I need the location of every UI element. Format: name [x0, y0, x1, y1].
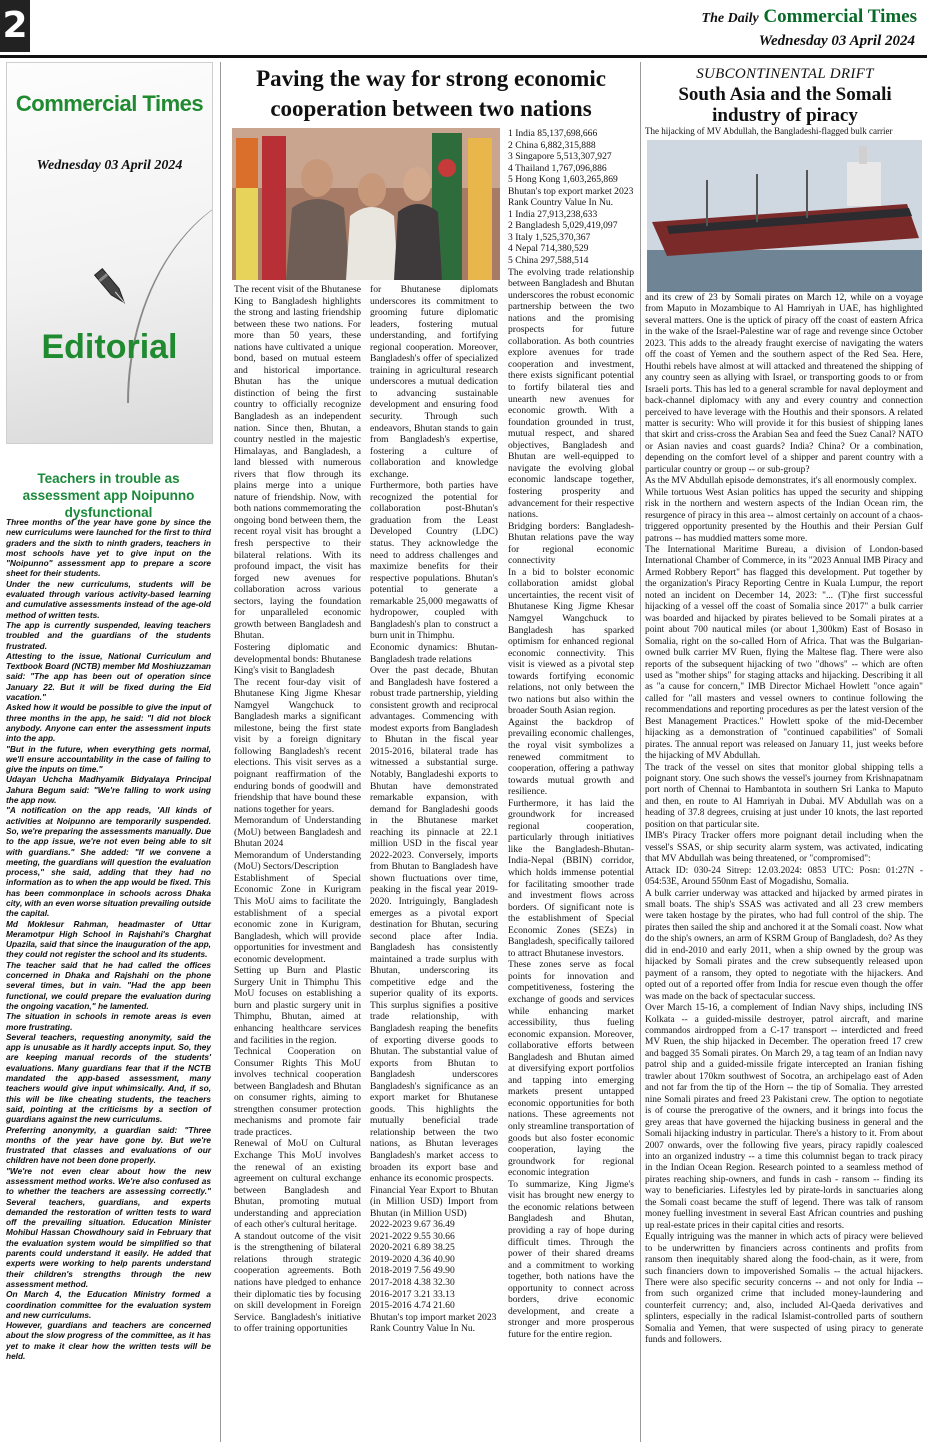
editorial-panel [6, 62, 213, 444]
paragraph: While tortuous West Asian politics has upped the security and shipping risk in the northern and western aspects of the Indian Ocean rim, the resurgence of piracy in this area -- almost certainly on account of a chaos-triggered opportunity presented by the Houthis and their Persian Gulf patrons -- has muddied matters some more. [645, 487, 923, 544]
paragraph: 2019-2020 4.36 40.90 [370, 1253, 455, 1265]
paragraph: Bridging borders: Bangladesh-Bhutan relations pave the way for regional economic connectivity [508, 520, 634, 567]
paragraph: and its crew of 23 by Somali pirates on March 12, while on a voyage from Maputo in Mozambique to Al Hamriyah in UAE, has highlighted several matters. One is the uptick of piracy off the coast of eastern Africa in the wake of the Israel-Palestine war of rage and revenge since October 2023. This adds to the already fraught exercise of navigating the waters off the coast of Yemen and the southern aspect of the Red Sea. Here, Houthi rebels have almost at will attacked and threatened the shipping of any country seen as allying with Israel, or transporting goods to or from Israeli ports. This has led to a general scramble for naval deployment and back-channel diplomacy with any and every country and connection perceived to have leverage with the Houthis and their sponsors. A related matter is security: Who will provide it for this busiest of shipping lanes that skirt and criss-cross the Arabian Sea and feed the Suez Canal? NATO or Asian navies and coast guards? India? China? Or a combination, depending on the comfort level of a shipper and parent country with a particular country or group -- or sub-group? [645, 293, 923, 475]
masthead-prefix: The Daily [701, 11, 759, 26]
paragraph: The track of the vessel on sites that monitor global shipping tells a poignant story. One such shows the vessel's journey from Krishnapatnam port north of Chennai to Hambantota in southern Sri Lanka to Maputo and then, en route to Al Hamriyah in Dubai. MV Abdullah was on a heading of 37.8 degrees, cruising at just under 10 knots, the last reported position on that particular site. [645, 762, 923, 830]
paragraph: Technical Cooperation on Consumer Rights This MoU involves technical cooperation between Bangladesh and Bhutan on consumer rights, aiming to strengthen consumer protection mechanisms and promote fair trade practices. [234, 1046, 361, 1138]
paragraph: Memorandum of Understanding (MoU) between Bangladesh and Bhutan 2024 [234, 815, 361, 850]
paragraph: Rank Country Value In Nu. [370, 1323, 476, 1335]
paragraph: 2015-2016 4.74 21.60 [370, 1300, 455, 1312]
paragraph: "A notification on the app reads, 'All kinds of activities at Noipunno are temporarily suspended. So, we're preparing the assessments manually. Due to the app issue, we're not even being able to sit with guardians." She added: "If we convene a meeting, the guardians will question the evaluation process," she said, adding that they had no information as to when the app would be fixed. This has been commonplace in schools across Dhaka city, with an even worse situation prevailing outside the capital. [6, 805, 211, 919]
paragraph: On March 4, the Education Ministry formed a coordination committee for the evaluation system and new curriculums. [6, 1289, 211, 1320]
paragraph: To summarize, King Jigme's visit has brought new energy to the economic relations between Bangladesh and Bhutan, providing a ray of hope during difficult times. Through the power of their shared dreams and a commitment to working together, both nations have the opportunity to connect across borders, drive economic development, and create a stronger and more prosperous future for the entire region. [508, 1178, 634, 1340]
bulk-carrier-photo [647, 140, 922, 292]
paragraph: Memorandum of Understanding (MoU) Sectors/Description [234, 849, 361, 873]
fountain-pen-icon [87, 263, 137, 313]
right-body [645, 293, 923, 1347]
right-kicker: SUBCONTINENTAL DRIFT [696, 66, 874, 82]
paragraph: The teacher said that he had called the offices concerned in Dhaka and Rajshahi on the phone several times, but in vain. "Had the app been functional, we could prepare the evaluation during the ongoing vacation," he lamented. [6, 959, 211, 1011]
paragraph: 3 Singapore 5,513,307,927 [508, 151, 612, 163]
paragraph: 2017-2018 4.38 32.30 [370, 1277, 455, 1289]
column-divider [220, 62, 221, 1442]
paragraph: Renewal of MoU on Cultural Exchange This MoU involves the renewal of an existing agreement on cultural exchange between Bangladesh and Bhutan, promoting mutual understanding and appreciation of each other's cultural heritage. [234, 1138, 361, 1231]
editorial-headline: Teachers in trouble as assessment app Noipunno dysfunctional [22, 471, 195, 520]
decorative-curve [127, 183, 213, 403]
paragraph: The International Maritime Bureau, a division of London-based International Chamber of Commerce, in its "2023 Annual IMB Piracy and Armed Robbery Report" has flagged this development. Put together by the organization's Piracy Reporting Centre in Kuala Lumpur, the report noted an incident on December 14, 2023: "... (T)he first successful hijacking of a vessel off the coast of Somalia since 2017" a bulk carrier was boarded and hijacked by pirates believed to be Somali pirates at a point about 700 nautical miles (or about 1,300km) East of Bosaso in Somalia, right on the so-called Horn of Africa. That was the Bulgarian-owned bulk carrier MV Ruen, flying the Maltese flag. There were also reports of the subsequent hijacking of two "dhows" -- which are often used as "mother ships" for staging attacks and hijacking. Describing it all as "a cause for concern," IMB Director Michael Howlett "once again" called for "all masters and vessel owners to continue following the recommendations and reporting procedures as per the latest version of the Best Management Practices." Howlett spoke of the mid-December hijacking as a demonstration of "continued capabilities" of Somali pirates. The annual report was released on January 11, just weeks before the hijacking of MV Abdullah. [645, 544, 923, 762]
bhutan-king-visit-photo [232, 128, 500, 280]
paragraph: Bhutan's top import market 2023 [370, 1311, 497, 1323]
paragraph: Furthermore, both parties have recognized the potential for collaboration post-Bhutan's graduation from the Least Developed Country (LDC) status. They acknowledge the need to address challenges and maximize benefits for their respective populations. Bhutan's potential to generate a remarkable 25,000 megawatts of hydropower, coupled with Bangladesh's plan to construct a burn unit in Thimphu. [370, 480, 498, 642]
paragraph: 5 Hong Kong 1,603,265,869 [508, 174, 618, 186]
main-headline: Paving the way for strong economic cooperation between two nations [256, 66, 606, 121]
paragraph: 1 India 27,913,238,633 [508, 208, 598, 220]
paragraph: Three months of the year have gone by since the new curriculums were launched for the first to third graders and the sixth to ninth graders, teachers in most schools have yet to give input on the "Noipunno" assessment app to prepare a score sheet for their students. [6, 517, 211, 579]
paragraph: 2016-2017 3.21 33.13 [370, 1288, 455, 1300]
paragraph: Several teachers, requesting anonymity, said the app is unusable as it hardly accepts input. So, they are keeping manual records of the students' evaluations. Many guardians fear that if the NCTB mandated the app-based assessment, many teachers would give input whimsically. And, if so, this will be like cheating students, the teachers said, pointing at the criticisms by a section of guardians against the new curriculums. [6, 1031, 211, 1125]
masthead-date: Wednesday 03 April 2024 [758, 33, 915, 49]
paragraph: Financial Year Export to Bhutan (in Million USD) Import from Bhutan (in Million USD) [370, 1184, 498, 1219]
paragraph: Economic dynamics: Bhutan-Bangladesh trade relations [370, 641, 498, 665]
paragraph: Rank Country Value In Nu. [508, 197, 614, 209]
paragraph: 1 India 85,137,698,666 [508, 128, 598, 139]
right-caption: The hijacking of MV Abdullah, the Bangladeshi-flagged bulk carrier [645, 126, 893, 136]
main-column-1 [234, 284, 361, 1335]
column-divider [640, 62, 641, 1442]
paragraph: The app is currently suspended, leaving teachers troubled and the guardians of the students frustrated. [6, 619, 211, 651]
paragraph: 2020-2021 6.89 38.25 [370, 1242, 455, 1254]
paragraph: A standout outcome of the visit is the strengthening of bilateral relations through strategic cooperation agreements. Both nations have pledged to enhance their diplomatic ties by focusing on skill development in Foreign Service. Bangladesh's initiative to offer training opportunities [234, 1230, 361, 1335]
paragraph: 5 China 297,588,514 [508, 255, 589, 267]
paragraph: 2018-2019 7.56 49.90 [370, 1265, 455, 1277]
paragraph: Fostering diplomatic and developmental bonds: Bhutanese King's visit to Bangladesh [234, 641, 361, 677]
page-number: 2 [0, 0, 30, 52]
paragraph: Asked how it would be possible to give the input of three months in the app, he said: "I did not block anybody. Anyone can enter the assessment inputs into the app. [6, 702, 211, 744]
paragraph: However, guardians and teachers are concerned about the slow progress of the committee, as it has yet to make it clear how the written tests will be held. [6, 1320, 211, 1362]
paragraph: Over the past decade, Bhutan and Bangladesh have fostered a robust trade partnership, yielding consistent growth and reciprocal advantages. Commencing with modest exports from Bangladesh to Bhutan in the fiscal year 2015-2016, bilateral trade has witnessed a substantial surge. Notably, Bangladeshi exports to Bhutan have demonstrated remarkable expansion, with demand for Bangladeshi goods in the Bhutanese market reaching its pinnacle at 22.1 million USD in the fiscal year 2022-2023. Conversely, imports from Bhutan to Bangladesh have shown fluctuations over time, peaking in the fiscal year 2019-2020. Intriguingly, Bangladesh emerges as a pivotal export destination for Bhutan, securing second place after India. Bangladesh has consistently maintained a trade surplus with Bhutan, underscoring its competitive edge and the superior quality of its exports. This surplus signifies a positive trade relationship, with Bangladesh reaping the benefits of exporting diverse goods to Bhutan. The substantial value of exports from Bhutan to Bangladesh underscores Bangladesh's significance as an export market for Bhutanese goods. This highlights the mutually beneficial trade relationship between the two nations, as Bhutan leverages Bangladesh's market access to broaden its export base and enhance its economic prospects. [370, 665, 498, 1185]
paragraph: 2 Bangladesh 5,029,419,097 [508, 220, 618, 232]
paragraph: Udayan Uchcha Madhyamik Bidyalaya Principal Jahura Begum said: "We're falling to work using the app now. [6, 774, 211, 806]
paragraph: Md Moklesur Rahman, headmaster of Uttar Meramotpur High School in Rajshahi's Charghat Upazila, said that since the inauguration of the app, they could not register the school and its students. [6, 918, 211, 960]
paragraph: Over March 15-16, a complement of Indian Navy ships, including INS Kolkata -- a guided-missile destroyer, patrol aircraft, and marine commandos airdropped from a C-17 transport -- interdicted and freed MV Ruen, the ship hijacked in December. The operation freed 17 crew and bagged 35 Somali pirates. On March 29, a tag team of an Indian navy patrol ship and a guided-missile frigate intercepted an Iranian fishing trawler about 170km southwest of Socotra, an archipelago east of Aden and not far from the tip of the Horn -- the tip of Somalia. They arrested nine Somali pirates and freed 23 Pakistani crew. The option to negotiate is of course the prerogative of the owners, and it brings into focus the grey areas that have governed the hijacking business in general and the Somali hijacking industry in particular. There's a history to it. From about 2007 onwards, over the following five years, piracy rapidly coalesced into an organized industry -- a time this columnist began to track piracy in the Indian Ocean Region. Research pointed to a seamless method of pirates reaching ship-owners, and funds in cash - ransom -- finding its way to beneficiaries. Lifestyles led by pirate-lords in sanctuaries along the Somali coast became the stuff of legend. There was talk of ransom money fuelling investment in several East African countries and pushing up real-estate prices in their capital cities and resorts. [645, 1003, 923, 1231]
paragraph: IMB's Piracy Tracker offers more poignant detail including when the vessel's SSAS, or ship security alarm system, was activated, indicating that MV Abdullah was being threatened, or "compromised": [645, 831, 923, 865]
paragraph: 4 Nepal 714,380,529 [508, 243, 589, 255]
editorial-body [6, 517, 211, 1361]
paragraph: A bulk carrier underway was attacked and hijacked by armed pirates in small boats. The ship's SSAS was activated and all 23 crew members were taken hostage by the pirates, who had full control of the ship. The pirates then sailed the ship and anchored it at the Somali coast. Now what do the ship's owners, an arm of KSRM Group of Bangladesh, do? As they did in end-2010 and early 2011, when a ship owned by the group was hijacked by Somali pirates and the crew subsequently released upon payment of a ransom, they opted to negotiate with the hijackers. And opted out of a reported offer from India for rescue even though the offer was made on the back of spectacular success. [645, 888, 923, 1002]
paragraph: Against the backdrop of prevailing economic challenges, the royal visit symbolizes a renewed commitment to cooperation, offering a pathway towards mutual growth and resilience. [508, 716, 634, 798]
paragraph: "We're not even clear about how the new assessment method works. We're also confused as to whether the teachers are assessing correctly." Several teachers, guardians, and experts demanded the restoration of written tests to ward off the prevailing situation. Education Minister Mohibul Hassan Chowdhoury said in February that the evaluation system would be simplified so that parents could understand it easily. He added that experts were working to help parents understand their children's strengths through the new assessment method. [6, 1165, 211, 1289]
right-headline: South Asia and the Somali industry of piracy [678, 84, 892, 126]
paragraph: Preferring anonymity, a guardian said: "Three months of the year have gone by. But we're frustrated that classes and evaluations of our children have not been done properly. [6, 1124, 211, 1166]
masthead-brand [702, 6, 917, 28]
header-rule [0, 55, 927, 58]
paragraph: Furthermore, it has laid the groundwork for increased regional cooperation, particularly through initiatives like the Bangladesh-Bhutan-India-Nepal (BBIN) corridor, which holds immense potential for facilitating smoother trade and investment flows across borders. Of significant note is the establishment of Special Economic Zones (SEZs) in Bangladesh, specifically tailored to attract Bhutanese investors. [508, 797, 634, 959]
paragraph: Under the new curriculums, students will be evaluated through various activity-based learning and cumulative assessments instead of the age-old method of written tests. [6, 578, 211, 620]
paragraph: for Bhutanese diplomats underscores its commitment to grooming future diplomatic leaders, fostering mutual understanding, and fortifying regional cooperation. Moreover, Bangladesh's offer of specialized training in agricultural research underscores a mutual dedication to advancing sustainable development and ensuring food security. Through such endeavors, Bhutan stands to gain from Bangladesh's expertise, fostering a culture of collaboration and knowledge exchange. [370, 284, 498, 480]
paragraph: 2022-2023 9.67 36.49 [370, 1219, 455, 1231]
paragraph: Bhutan's top export market 2023 [508, 185, 634, 197]
paragraph: Attesting to the issue, National Curriculum and Textbook Board (NCTB) member Md Moshiuzzaman said: "The app has been out of operation since January 22. But it will be fixed during the Eid vacation." [6, 650, 211, 703]
paragraph: Setting up Burn and Plastic Surgery Unit in Thimphu This MoU focuses on establishing a burn and plastic surgery unit in Thimphu, Bhutan, aimed at enhancing healthcare services and facilities in the region. [234, 965, 361, 1046]
paragraph: 2021-2022 9.55 30.66 [370, 1230, 455, 1242]
editorial-date: Wednesday 03 April 2024 [36, 158, 183, 173]
paragraph: These zones serve as focal points for innovation and competitiveness, fostering the exchange of goods and services while enhancing market accessibility, thus fueling economic expansion. Moreover, collaborative efforts between Bangladesh and Bhutan aimed at diversifying export portfolios and tapping into emerging markets present untapped economic opportunities for both nations. These agreements not only streamline transportation of goods but also foster economic cooperation, laying the groundwork for regional economic integration [508, 959, 634, 1179]
paragraph: In a bid to bolster economic collaboration amidst global uncertainties, the recent visit of Bhutanese King Jigme Khesar Namgyel Wangchuck to Bangladesh has sparked optimism for enhanced regional economic connectivity. This visit is viewed as a pivotal step towards fortifying economic relations, not only between the two nations but also within the broader South Asian region. [508, 566, 634, 717]
paragraph: The recent four-day visit of Bhutanese King Jigme Khesar Namgyel Wangchuck to Bangladesh marks a significant milestone, being the first state visit by a foreign dignitary following Bangladesh's recent elections. This visit serves as a poignant reaffirmation of the enduring bonds of goodwill and friendship that have bound these nations together for years. [234, 676, 361, 815]
paragraph: "But in the future, when everything gets normal, we'll ensure accountability in the case of failing to give the inputs on time." [6, 743, 211, 775]
paragraph: Equally intriguing was the manner in which acts of piracy were believed to be underwritten by financiers across continents and profits from ransom then inequitably shared along the food-chain, as it were, from such financiers down to impoverished Somalis -- the actual hijackers. There were also specific security concerns -- and not only for India -- from such organized crime that included money-laundering and counterfeit currency; and, also, included Al-Qaeda derivatives and splinters, especially in the radical Islamist-controlled parts of southern Somalia and Yemen, that were suspected of using piracy to generate funds and followers. [645, 1232, 923, 1346]
editorial-title: Editorial [41, 328, 178, 366]
paragraph: The situation in schools in remote areas is even more frustrating. [6, 1011, 211, 1032]
paragraph: Attack ID: 030-24 Sitrep: 12.03.2024: 0853 UTC: Posn: 01:27N - 054:53E, Around 550nm East of Mogadishu, Somalia. [645, 865, 923, 888]
main-column-2 [370, 284, 498, 1335]
paragraph: The recent visit of the Bhutanese King to Bangladesh highlights the strong and lasting friendship between these two nations. For more than 50 years, these nations have cultivated a unique bond, based on mutual esteem and historical importance. Bhutan has the unique distinction of being the first country to officially recognize Bangladesh as an independent nation. Since then, Bhutan, a country nestled in the majestic Himalayas, and Bangladesh, a land blessed with numerous rivers that flow through its plains merge into a unique nature of friendship. Now, with both nations commemorating the ongoing bond between them, the recent royal visit has brought a fresh perspective to their bilateral relations. With its profound impact, the visit has forged new avenues for collaboration across various sectors, laying the foundation for unparalleled economic growth between Bangladesh and Bhutan. [234, 284, 361, 642]
editorial-brand: Commercial Times [15, 91, 204, 116]
paragraph: 3 Italy 1,525,370,367 [508, 231, 591, 243]
masthead-name: Commercial Times [763, 6, 917, 27]
paragraph: Establishment of Special Economic Zone in Kurigram This MoU aims to facilitate the establishment of a special economic zone in Kurigram, Bangladesh, which will provide opportunities for investment and economic development. [234, 872, 361, 965]
paragraph: 2 China 6,882,315,888 [508, 139, 596, 151]
paragraph: As the MV Abdullah episode demonstrates, it's all enormously complex. [645, 476, 917, 487]
paragraph: The evolving trade relationship between Bangladesh and Bhutan underscores the robust economic partnership between the two nations and the promising prospects for future collaboration. As both countries explore avenues for trade cooperation and investment, there exists significant potential to fortify bilateral ties and unearth new avenues for economic growth. With a foundation grounded in trust, mutual respect, and shared objectives, Bangladesh and Bhutan are well-equipped to navigate the evolving global economic landscape together, fostering prosperity and advancement for their respective nations. [508, 266, 635, 521]
main-column-3 [508, 128, 634, 1340]
paragraph: 4 Thailand 1,767,096,886 [508, 162, 607, 174]
